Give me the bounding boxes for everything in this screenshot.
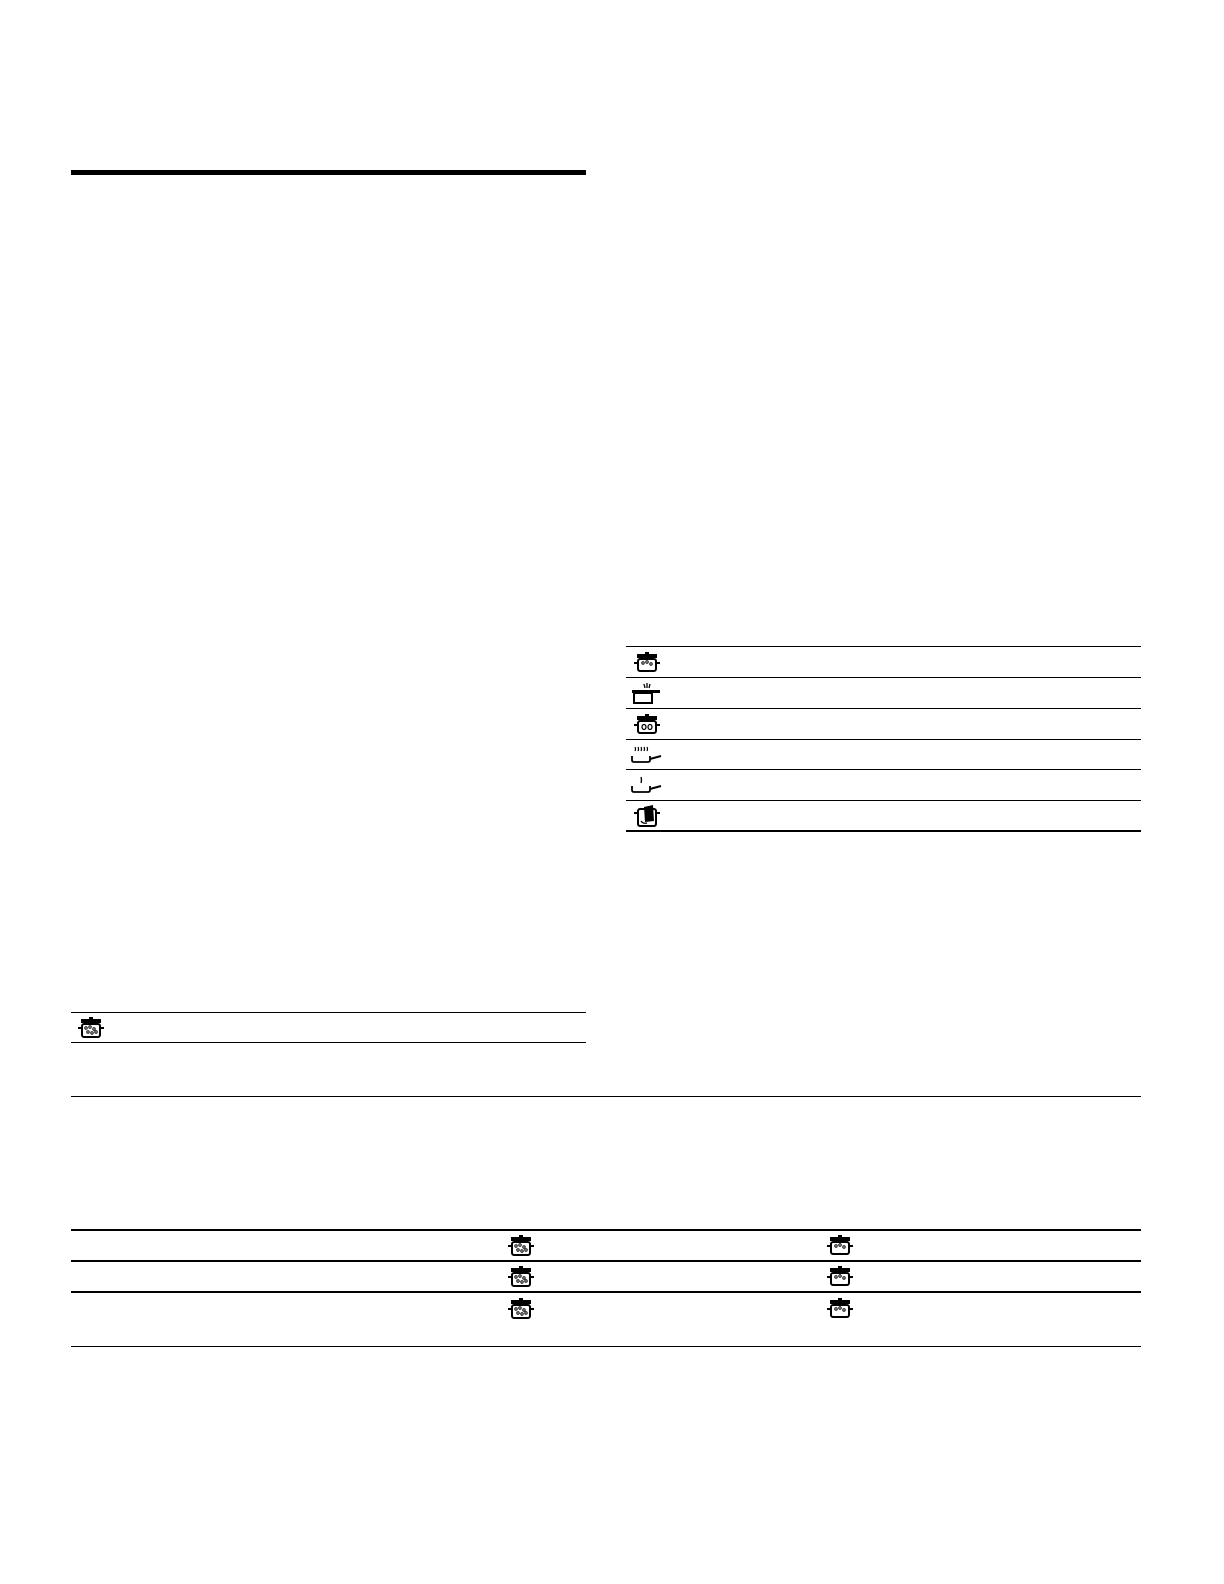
header-rule xyxy=(71,170,586,175)
table-row xyxy=(71,1231,1141,1260)
table-bottom-rule xyxy=(71,1346,1141,1347)
table-row xyxy=(626,709,1141,739)
pot-stew-icon xyxy=(633,713,661,737)
pot-simmer-icon xyxy=(826,1265,854,1289)
pot-simmer-icon xyxy=(633,651,661,675)
pot-steam-icon xyxy=(630,682,662,706)
table-row xyxy=(626,647,1141,677)
table-bottom-rule xyxy=(626,830,1141,832)
pot-simmer-icon xyxy=(826,1234,854,1258)
table-row xyxy=(71,1262,1141,1291)
pot-deep-fry-icon xyxy=(633,803,661,829)
boiling-pot-icon xyxy=(507,1297,535,1321)
table-row xyxy=(626,770,1141,800)
pot-simmer-icon xyxy=(826,1297,854,1321)
table-row xyxy=(626,801,1141,831)
boiling-pot-icon xyxy=(507,1234,535,1258)
section-divider xyxy=(71,1096,1141,1097)
table-row xyxy=(71,1293,1141,1346)
table-row xyxy=(71,1013,586,1042)
frying-pan-sizzle-icon xyxy=(629,744,663,768)
boiling-pot-icon xyxy=(77,1016,105,1040)
table-row xyxy=(626,740,1141,770)
table-row xyxy=(626,678,1141,708)
boiling-pot-icon xyxy=(507,1265,535,1289)
frying-pan-gentle-icon xyxy=(629,774,663,798)
table-bottom-rule xyxy=(71,1042,586,1043)
